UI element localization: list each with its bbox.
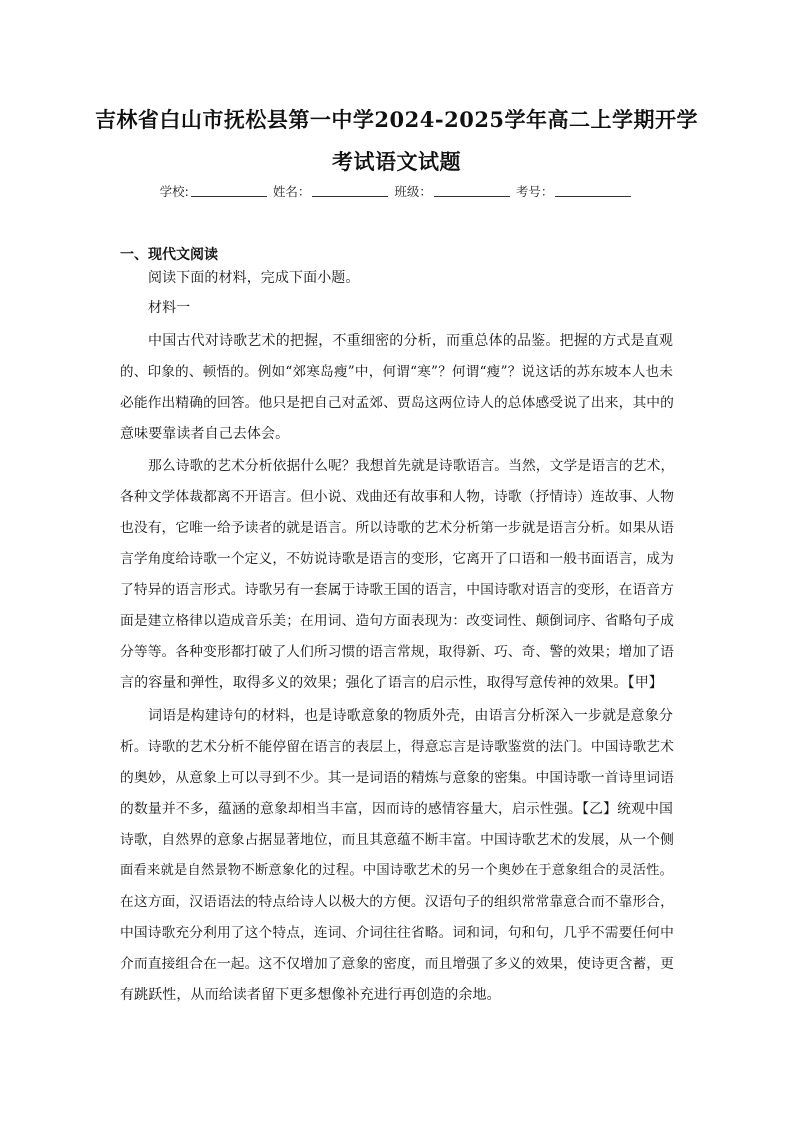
exam-number-label: 考号： xyxy=(515,184,554,199)
section-heading: 一、现代文阅读 xyxy=(120,247,218,263)
paragraph-line: 分等等。各种变形都打破了人们所习惯的语言常规，取得新、巧、奇、警的效果；增加了语 xyxy=(120,644,675,660)
paragraph-line: 必能作出精确的回答。他只是把自己对孟郊、贾岛这两位诗人的总体感受说了出来，其中的 xyxy=(120,395,675,411)
paragraph-line: 的数量并不多，蕴涵的意象却相当丰富，因而诗的感情容量大，启示性强。【乙】统观中国 xyxy=(120,801,673,817)
document-title-line-1: 吉林省白山市抚松县第一中学2024-2025学年高二上学期开学 xyxy=(94,107,699,132)
paragraph-line: 也没有，它唯一给予读者的就是语言。所以诗歌的艺术分析第一步就是语言分析。如果从语 xyxy=(120,520,675,536)
paragraph-line: 析。诗歌的艺术分析不能停留在语言的表层上，得意忘言是诗歌鉴赏的法门。中国诗歌艺术 xyxy=(120,739,675,755)
paragraph-line: 的、印象的、顿悟的。例如“郊寒岛瘦”中，何谓“寒”？何谓“瘦”？说这话的苏东坡本人也未 xyxy=(120,364,673,380)
school-label: 学校: xyxy=(159,184,189,199)
paragraph-line: 意味要靠读者自己去体会。 xyxy=(120,426,290,442)
paragraph-line: 词语是构建诗句的材料，也是诗歌意象的物质外壳，由语言分析深入一步就是意象分 xyxy=(148,708,673,724)
class-label: 班级： xyxy=(394,184,432,199)
instruction-text: 阅读下面的材料，完成下面小题。 xyxy=(148,270,360,286)
paragraph-line: 那么诗歌的艺术分析依据什么呢？我想首先就是诗歌语言。当然，文学是语言的艺术， xyxy=(148,458,675,474)
paragraph-line: 介而直接组合在一起。这不仅增加了意象的密度，而且增强了多义的效果，使诗更含蓄，更 xyxy=(120,956,675,972)
name-blank[interactable] xyxy=(312,184,388,197)
paragraph-line: 各种文学体裁都离不开语言。但小说、戏曲还有故事和人物，诗歌（抒情诗）连故事、人物 xyxy=(120,489,675,505)
material-label: 材料一 xyxy=(148,300,191,316)
class-blank[interactable] xyxy=(434,184,510,197)
document-title-line-2: 考试语文试题 xyxy=(332,149,461,174)
paragraph-line: 诗歌，自然界的意象占据显著地位，而且其意蕴不断丰富。中国诗歌艺术的发展，从一个侧 xyxy=(120,832,675,848)
paragraph-line: 言学角度给诗歌一个定义，不妨说诗歌是语言的变形，它离开了口语和一般书面语言，成为 xyxy=(120,551,675,567)
paragraph-line: 的奥妙，从意象上可以寻到不少。其一是词语的精炼与意象的密集。中国诗歌一首诗里词语 xyxy=(120,770,675,786)
paragraph-line: 了特异的语言形式。诗歌另有一套属于诗歌王国的语言，中国诗歌对语言的变形，在语音方 xyxy=(120,582,675,598)
school-blank[interactable] xyxy=(191,184,267,197)
name-label: 姓名： xyxy=(272,184,311,199)
paragraph-line: 言的容量和弹性，取得多义的效果；强化了语言的启示性，取得写意传神的效果。【甲】 xyxy=(120,675,663,691)
student-info-row xyxy=(0,182,793,200)
paragraph-line: 有跳跃性，从而给读者留下更多想像补充进行再创造的余地。 xyxy=(120,987,501,1003)
paragraph-line: 中国诗歌充分利用了这个特点，连词、介词往往省略。词和词，句和句，几乎不需要任何中 xyxy=(120,925,675,941)
paragraph-line: 中国古代对诗歌艺术的把握，不重细密的分析，而重总体的品鉴。把握的方式是直观 xyxy=(148,333,673,349)
paragraph-line: 在这方面，汉语语法的特点给诗人以极大的方便。汉语句子的组织常常靠意合而不靠形合， xyxy=(120,894,675,910)
paragraph-line: 面是建立格律以造成音乐美；在用词、造句方面表现为：改变词性、颠倒词序、省略句子成 xyxy=(120,613,675,629)
paragraph-line: 面看来就是自然景物不断意象化的过程。中国诗歌艺术的另一个奥妙在于意象组合的灵活性。 xyxy=(120,863,673,878)
exam-number-blank[interactable] xyxy=(555,184,631,197)
